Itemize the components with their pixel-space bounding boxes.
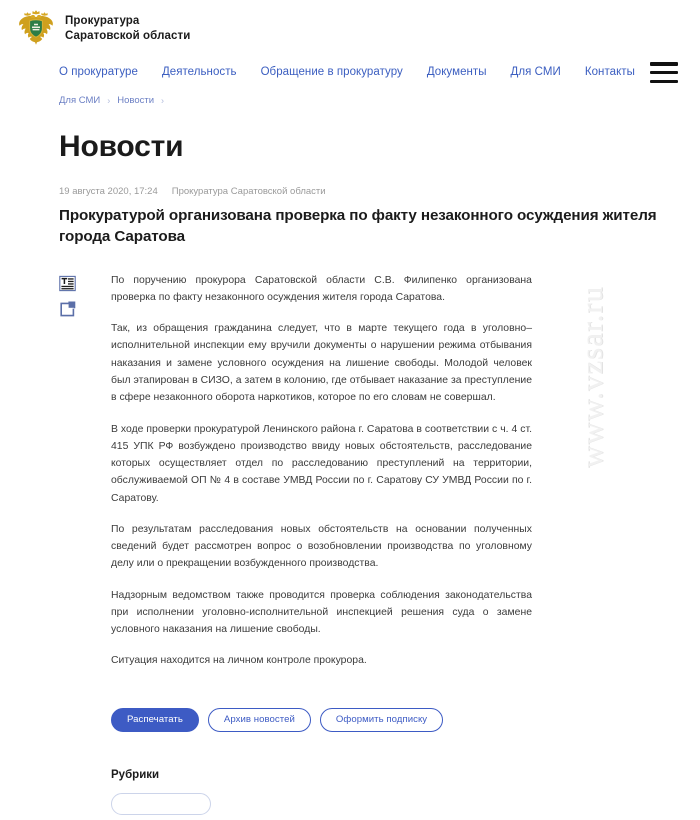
hamburger-bar — [650, 62, 678, 66]
share-export-icon[interactable] — [59, 301, 76, 318]
article-text — [111, 272, 536, 670]
article-body-wrapper — [59, 272, 680, 670]
article-paragraph: По поручению прокурора Саратовской области С.В. Филипенко организована проверка по факту незаконного осуждения жителя города Саратова. — [111, 274, 532, 303]
rubrics-section — [111, 769, 680, 820]
main-content — [0, 130, 700, 820]
brand-line-2: Саратовской области — [65, 30, 191, 42]
hamburger-menu-icon[interactable] — [650, 62, 678, 83]
nav-item-contacts[interactable]: Контакты — [584, 66, 635, 78]
brand-line-1: Прокуратура — [65, 14, 140, 27]
site-brand[interactable] — [0, 9, 700, 49]
nav-item-documents[interactable]: Документы — [426, 66, 487, 78]
nav-item-appeal[interactable]: Обращение в прокуратуру — [260, 66, 403, 78]
article-meta — [59, 186, 680, 197]
page-title: Новости — [59, 130, 184, 163]
breadcrumb-item-news[interactable]: Новости — [117, 95, 155, 106]
nav-item-activity[interactable]: Деятельность — [161, 66, 237, 78]
article-date: 19 августа 2020, 17:24 — [59, 186, 158, 197]
article-paragraph: Так, из обращения гражданина следует, что в марте текущего года в уголовно–исполнительной инспекции ему вручили документы о нарушении режима отбывания наказания и замене условного осуждения на лишение свободы. Молодой человек был этапирован в СИЗО, а затем в колонию, где отбывает наказание за преступление в сфере незаконного оборота наркотиков, которое по его словам не совершал. — [111, 323, 532, 404]
nav-item-media[interactable]: Для СМИ — [510, 66, 561, 78]
russian-prosecutor-eagle-emblem-icon — [17, 9, 55, 49]
breadcrumb — [0, 78, 700, 106]
nav-item-about[interactable]: О прокуратуре — [59, 66, 138, 78]
hamburger-bar — [650, 71, 678, 75]
article-tools — [59, 272, 111, 670]
rubric-chip[interactable] — [111, 793, 211, 815]
rubrics-title: Рубрики — [111, 769, 160, 782]
print-button[interactable]: Распечатать — [111, 708, 199, 733]
news-archive-button[interactable]: Архив новостей — [208, 708, 311, 733]
article-paragraph: Надзорным ведомством также проводится проверка соблюдения законодательства при исполнении уголовно-исполнительной инспекцией решения суда о замене условного наказания на лишение свободы. — [111, 589, 532, 636]
site-header — [0, 0, 700, 106]
main-navigation — [0, 49, 700, 78]
brand-title — [65, 14, 190, 44]
text-size-icon[interactable] — [59, 275, 76, 292]
article-paragraph: В ходе проверки прокуратурой Ленинского района г. Саратова в соответствии с ч. 4 ст. 415 УПК РФ возбуждено производство ввиду новых обстоятельств, расследование которых осуществляет отдел по расследованию преступлений на территории, обслуживаемой ОП № 4 в составе УМВД России по г. Саратову СУ УМВД России по г. Саратову. — [111, 423, 532, 504]
article-actions — [111, 708, 536, 733]
hamburger-bar — [650, 80, 678, 84]
breadcrumb-separator-icon: › — [161, 95, 165, 105]
article-paragraph: По результатам расследования новых обстоятельств на основании полученных сведений будет рассмотрен вопрос о возобновлении производства по уголовному делу или о прекращении возбужденного производства. — [111, 523, 532, 570]
subscribe-button[interactable]: Оформить подписку — [320, 708, 443, 733]
site-watermark: www.vzsar.ru — [574, 285, 609, 468]
article-source: Прокуратура Саратовской области — [171, 186, 326, 197]
article-paragraph: Ситуация находится на личном контроле прокурора. — [111, 655, 367, 667]
breadcrumb-separator-icon: › — [107, 95, 111, 105]
breadcrumb-item-media[interactable]: Для СМИ — [59, 95, 101, 106]
article-headline: Прокуратурой организована проверка по факту незаконного осуждения жителя города Саратова — [59, 207, 657, 245]
